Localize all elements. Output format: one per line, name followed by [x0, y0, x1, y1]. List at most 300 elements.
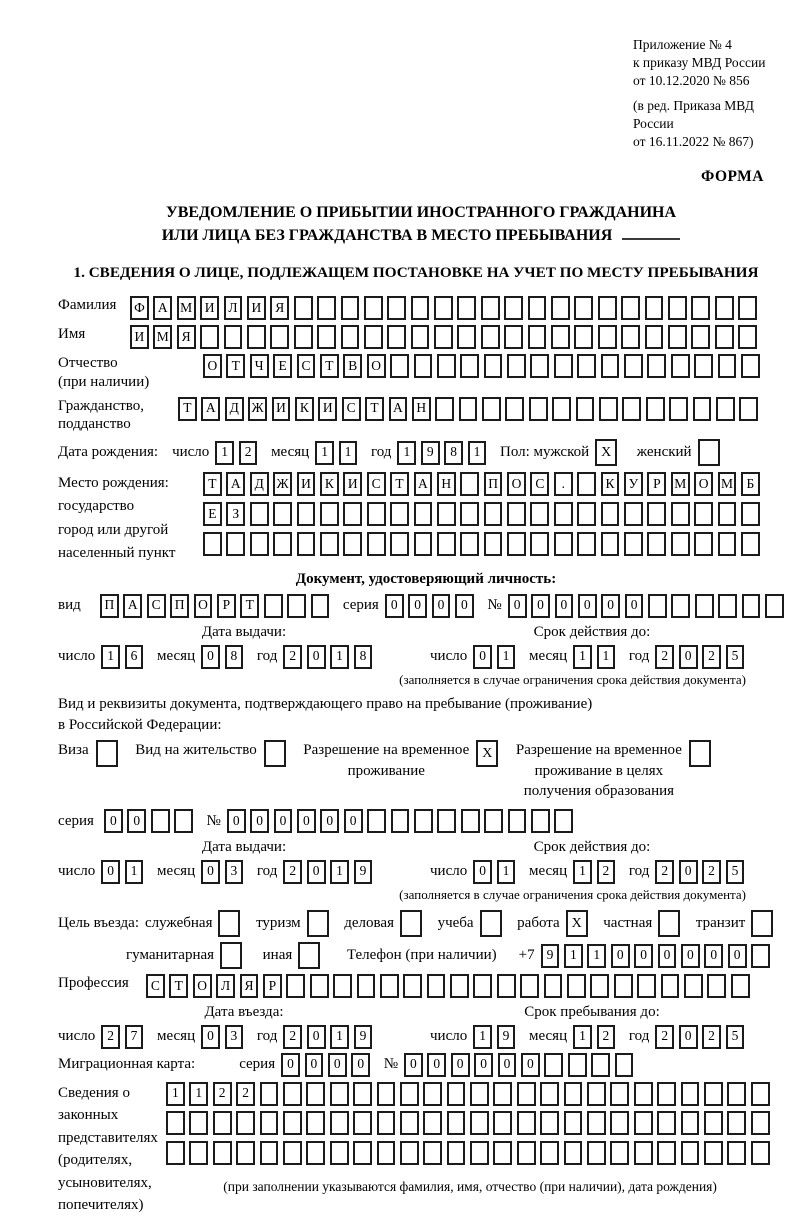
empty-cell[interactable]	[482, 397, 501, 421]
empty-cell[interactable]	[718, 532, 737, 556]
empty-cell[interactable]	[647, 532, 666, 556]
empty-cell[interactable]	[671, 594, 690, 618]
char-cell[interactable]: 2	[702, 645, 721, 669]
empty-cell[interactable]	[564, 1082, 583, 1106]
empty-cell[interactable]	[751, 1082, 770, 1106]
char-cell[interactable]: 2	[283, 860, 302, 884]
empty-cell[interactable]	[306, 1141, 325, 1165]
char-cell[interactable]: Д	[225, 397, 244, 421]
char-cell[interactable]: П	[170, 594, 189, 618]
char-cell[interactable]: А	[389, 397, 408, 421]
char-cell[interactable]: 5	[726, 645, 745, 669]
official-checkbox[interactable]	[218, 910, 245, 937]
empty-cell[interactable]	[742, 594, 761, 618]
char-cell[interactable]: 1	[573, 1025, 592, 1049]
empty-cell[interactable]	[470, 1111, 489, 1135]
char-cell[interactable]: 2	[702, 860, 721, 884]
char-cell[interactable]: 1	[166, 1082, 185, 1106]
empty-cell[interactable]	[741, 502, 760, 526]
stay-day-field[interactable]	[473, 1025, 520, 1049]
empty-cell[interactable]	[577, 354, 596, 378]
checkbox-cell[interactable]	[218, 910, 240, 937]
empty-cell[interactable]	[564, 1141, 583, 1165]
char-cell[interactable]: 1	[339, 441, 358, 465]
empty-cell[interactable]	[203, 532, 222, 556]
char-cell[interactable]: 8	[225, 645, 244, 669]
char-cell[interactable]: 0	[427, 1053, 446, 1077]
empty-cell[interactable]	[517, 1111, 536, 1135]
empty-cell[interactable]	[530, 502, 549, 526]
empty-cell[interactable]	[174, 809, 193, 833]
humanitarian-checkbox[interactable]	[220, 942, 247, 969]
empty-cell[interactable]	[330, 1141, 349, 1165]
empty-cell[interactable]	[657, 1111, 676, 1135]
char-cell[interactable]: О	[507, 472, 526, 496]
char-cell[interactable]: 0	[625, 594, 644, 618]
empty-cell[interactable]	[621, 296, 640, 320]
char-cell[interactable]: 0	[201, 645, 220, 669]
empty-cell[interactable]	[493, 1141, 512, 1165]
char-cell[interactable]: 0	[432, 594, 451, 618]
empty-cell[interactable]	[614, 974, 633, 998]
empty-cell[interactable]	[247, 325, 266, 349]
empty-cell[interactable]	[341, 296, 360, 320]
empty-cell[interactable]	[387, 325, 406, 349]
empty-cell[interactable]	[681, 1141, 700, 1165]
empty-cell[interactable]	[226, 532, 245, 556]
checkbox-cell[interactable]	[264, 740, 286, 767]
char-cell[interactable]: 0	[658, 944, 677, 968]
empty-cell[interactable]	[624, 502, 643, 526]
checkbox-cell[interactable]	[658, 910, 680, 937]
char-cell[interactable]: 0	[328, 1053, 347, 1077]
char-cell[interactable]: Т	[203, 472, 222, 496]
empty-cell[interactable]	[367, 809, 386, 833]
empty-cell[interactable]	[634, 1111, 653, 1135]
empty-cell[interactable]	[741, 354, 760, 378]
char-cell[interactable]: И	[343, 472, 362, 496]
empty-cell[interactable]	[283, 1111, 302, 1135]
empty-cell[interactable]	[568, 1053, 587, 1077]
other-checkbox[interactable]	[298, 942, 325, 969]
empty-cell[interactable]	[540, 1111, 559, 1135]
empty-cell[interactable]	[330, 1082, 349, 1106]
checkbox-cell[interactable]	[480, 910, 502, 937]
char-cell[interactable]: К	[601, 472, 620, 496]
empty-cell[interactable]	[236, 1111, 255, 1135]
char-cell[interactable]: 2	[702, 1025, 721, 1049]
checkbox-cell[interactable]: X	[595, 439, 617, 466]
empty-cell[interactable]	[434, 325, 453, 349]
empty-cell[interactable]	[341, 325, 360, 349]
empty-cell[interactable]	[435, 397, 454, 421]
empty-cell[interactable]	[551, 296, 570, 320]
empty-cell[interactable]	[390, 354, 409, 378]
char-cell[interactable]: А	[153, 296, 172, 320]
char-cell[interactable]: 0	[385, 594, 404, 618]
char-cell[interactable]: 6	[125, 645, 144, 669]
char-cell[interactable]: 0	[320, 809, 339, 833]
char-cell[interactable]: М	[153, 325, 172, 349]
char-cell[interactable]: И	[318, 397, 337, 421]
char-cell[interactable]: 9	[354, 1025, 373, 1049]
char-cell[interactable]: Ж	[273, 472, 292, 496]
char-cell[interactable]: С	[297, 354, 316, 378]
char-cell[interactable]: 1	[330, 1025, 349, 1049]
permit-series-field[interactable]	[104, 809, 198, 833]
empty-cell[interactable]	[320, 532, 339, 556]
id-valid-day-field[interactable]	[473, 645, 520, 669]
char-cell[interactable]: Я	[177, 325, 196, 349]
empty-cell[interactable]	[460, 472, 479, 496]
char-cell[interactable]: О	[203, 354, 222, 378]
char-cell[interactable]: Н	[412, 397, 431, 421]
char-cell[interactable]: Я	[270, 296, 289, 320]
char-cell[interactable]: А	[226, 472, 245, 496]
empty-cell[interactable]	[224, 325, 243, 349]
char-cell[interactable]: 0	[307, 860, 326, 884]
empty-cell[interactable]	[648, 594, 667, 618]
char-cell[interactable]: Т	[320, 354, 339, 378]
char-cell[interactable]: 1	[473, 1025, 492, 1049]
checkbox-cell[interactable]: X	[476, 740, 498, 767]
empty-cell[interactable]	[377, 1141, 396, 1165]
phone-field[interactable]	[541, 944, 775, 968]
empty-cell[interactable]	[577, 472, 596, 496]
empty-cell[interactable]	[645, 325, 664, 349]
empty-cell[interactable]	[715, 325, 734, 349]
permit-valid-month-field[interactable]	[573, 860, 620, 884]
empty-cell[interactable]	[390, 532, 409, 556]
permit-issue-month-field[interactable]	[201, 860, 248, 884]
char-cell[interactable]: 0	[601, 594, 620, 618]
empty-cell[interactable]	[540, 1141, 559, 1165]
char-cell[interactable]: 1	[564, 944, 583, 968]
empty-cell[interactable]	[704, 1141, 723, 1165]
empty-cell[interactable]	[520, 974, 539, 998]
empty-cell[interactable]	[283, 1141, 302, 1165]
char-cell[interactable]: 0	[250, 809, 269, 833]
empty-cell[interactable]	[330, 1111, 349, 1135]
char-cell[interactable]: 9	[354, 860, 373, 884]
char-cell[interactable]: 0	[307, 1025, 326, 1049]
empty-cell[interactable]	[411, 296, 430, 320]
char-cell[interactable]: 0	[679, 645, 698, 669]
stay-year-field[interactable]	[655, 1025, 749, 1049]
char-cell[interactable]: 0	[473, 645, 492, 669]
empty-cell[interactable]	[694, 354, 713, 378]
char-cell[interactable]: 2	[597, 860, 616, 884]
char-cell[interactable]: 0	[521, 1053, 540, 1077]
empty-cell[interactable]	[353, 1111, 372, 1135]
char-cell[interactable]: О	[694, 472, 713, 496]
empty-cell[interactable]	[727, 1141, 746, 1165]
empty-cell[interactable]	[450, 974, 469, 998]
char-cell[interactable]: Е	[273, 354, 292, 378]
char-cell[interactable]: 0	[274, 809, 293, 833]
transit-checkbox[interactable]	[751, 910, 778, 937]
empty-cell[interactable]	[694, 532, 713, 556]
empty-cell[interactable]	[621, 325, 640, 349]
permit-issue-day-field[interactable]	[101, 860, 148, 884]
empty-cell[interactable]	[287, 594, 306, 618]
empty-cell[interactable]	[270, 325, 289, 349]
char-cell[interactable]: 9	[421, 441, 440, 465]
char-cell[interactable]: 0	[297, 809, 316, 833]
empty-cell[interactable]	[470, 1141, 489, 1165]
empty-cell[interactable]	[306, 1082, 325, 1106]
empty-cell[interactable]	[601, 532, 620, 556]
char-cell[interactable]: С	[367, 472, 386, 496]
char-cell[interactable]: 2	[597, 1025, 616, 1049]
empty-cell[interactable]	[727, 1111, 746, 1135]
empty-cell[interactable]	[260, 1082, 279, 1106]
empty-cell[interactable]	[552, 397, 571, 421]
birth-year-field[interactable]	[397, 441, 491, 465]
empty-cell[interactable]	[484, 532, 503, 556]
char-cell[interactable]: 1	[397, 441, 416, 465]
empty-cell[interactable]	[493, 1111, 512, 1135]
char-cell[interactable]: Б	[741, 472, 760, 496]
empty-cell[interactable]	[647, 502, 666, 526]
empty-cell[interactable]	[657, 1082, 676, 1106]
empty-cell[interactable]	[459, 397, 478, 421]
empty-cell[interactable]	[306, 1111, 325, 1135]
empty-cell[interactable]	[567, 974, 586, 998]
char-cell[interactable]: 0	[473, 860, 492, 884]
checkbox-cell[interactable]	[751, 910, 773, 937]
empty-cell[interactable]	[380, 974, 399, 998]
empty-cell[interactable]	[610, 1111, 629, 1135]
empty-cell[interactable]	[718, 354, 737, 378]
empty-cell[interactable]	[317, 325, 336, 349]
empty-cell[interactable]	[587, 1082, 606, 1106]
empty-cell[interactable]	[530, 354, 549, 378]
empty-cell[interactable]	[741, 532, 760, 556]
empty-cell[interactable]	[738, 325, 757, 349]
empty-cell[interactable]	[481, 296, 500, 320]
empty-cell[interactable]	[286, 974, 305, 998]
checkbox-cell[interactable]	[400, 910, 422, 937]
empty-cell[interactable]	[668, 325, 687, 349]
birth-place-row2[interactable]	[203, 502, 764, 526]
char-cell[interactable]: 0	[455, 594, 474, 618]
empty-cell[interactable]	[484, 354, 503, 378]
empty-cell[interactable]	[622, 397, 641, 421]
empty-cell[interactable]	[691, 296, 710, 320]
birth-place-row3[interactable]	[203, 532, 764, 556]
char-cell[interactable]: О	[193, 974, 212, 998]
char-cell[interactable]: 0	[451, 1053, 470, 1077]
empty-cell[interactable]	[437, 502, 456, 526]
sex-male-checkbox[interactable]	[595, 439, 622, 466]
empty-cell[interactable]	[646, 397, 665, 421]
empty-cell[interactable]	[189, 1111, 208, 1135]
empty-cell[interactable]	[504, 325, 523, 349]
empty-cell[interactable]	[661, 974, 680, 998]
empty-cell[interactable]	[434, 296, 453, 320]
char-cell[interactable]: 9	[497, 1025, 516, 1049]
birth-month-field[interactable]	[315, 441, 362, 465]
char-cell[interactable]: В	[343, 354, 362, 378]
empty-cell[interactable]	[403, 974, 422, 998]
char-cell[interactable]: Н	[437, 472, 456, 496]
char-cell[interactable]: 0	[101, 860, 120, 884]
char-cell[interactable]: 0	[227, 809, 246, 833]
checkbox-cell[interactable]	[307, 910, 329, 937]
char-cell[interactable]: Л	[216, 974, 235, 998]
char-cell[interactable]: Р	[263, 974, 282, 998]
empty-cell[interactable]	[564, 1111, 583, 1135]
empty-cell[interactable]	[353, 1082, 372, 1106]
empty-cell[interactable]	[587, 1111, 606, 1135]
char-cell[interactable]: 3	[225, 1025, 244, 1049]
char-cell[interactable]: 1	[497, 645, 516, 669]
checkbox-cell[interactable]	[698, 439, 720, 466]
work-checkbox[interactable]	[566, 910, 593, 937]
char-cell[interactable]: Е	[203, 502, 222, 526]
char-cell[interactable]: Я	[240, 974, 259, 998]
char-cell[interactable]: 1	[468, 441, 487, 465]
checkbox-cell[interactable]	[96, 740, 118, 767]
empty-cell[interactable]	[297, 502, 316, 526]
char-cell[interactable]: 2	[283, 645, 302, 669]
id-issue-year-field[interactable]	[283, 645, 377, 669]
empty-cell[interactable]	[645, 296, 664, 320]
empty-cell[interactable]	[624, 532, 643, 556]
entry-year-field[interactable]	[283, 1025, 377, 1049]
empty-cell[interactable]	[718, 502, 737, 526]
char-cell[interactable]: К	[320, 472, 339, 496]
empty-cell[interactable]	[517, 1141, 536, 1165]
empty-cell[interactable]	[624, 354, 643, 378]
legal-rep-row2[interactable]	[166, 1111, 774, 1135]
entry-month-field[interactable]	[201, 1025, 248, 1049]
char-cell[interactable]: Ч	[250, 354, 269, 378]
char-cell[interactable]: 0	[508, 594, 527, 618]
empty-cell[interactable]	[695, 594, 714, 618]
id-issue-month-field[interactable]	[201, 645, 248, 669]
temp-permit-checkbox[interactable]	[476, 740, 503, 767]
empty-cell[interactable]	[531, 809, 550, 833]
empty-cell[interactable]	[544, 974, 563, 998]
empty-cell[interactable]	[367, 502, 386, 526]
empty-cell[interactable]	[590, 974, 609, 998]
study-checkbox[interactable]	[480, 910, 507, 937]
patronymic-field[interactable]	[203, 354, 764, 378]
empty-cell[interactable]	[505, 397, 524, 421]
empty-cell[interactable]	[576, 397, 595, 421]
citizenship-field[interactable]	[178, 397, 763, 421]
empty-cell[interactable]	[610, 1082, 629, 1106]
empty-cell[interactable]	[391, 809, 410, 833]
empty-cell[interactable]	[264, 594, 283, 618]
char-cell[interactable]: П	[484, 472, 503, 496]
empty-cell[interactable]	[751, 1111, 770, 1135]
tourism-checkbox[interactable]	[307, 910, 334, 937]
char-cell[interactable]: 0	[498, 1053, 517, 1077]
char-cell[interactable]: 2	[101, 1025, 120, 1049]
empty-cell[interactable]	[423, 1141, 442, 1165]
char-cell[interactable]: 1	[587, 944, 606, 968]
char-cell[interactable]: 2	[655, 860, 674, 884]
empty-cell[interactable]	[400, 1141, 419, 1165]
empty-cell[interactable]	[694, 502, 713, 526]
empty-cell[interactable]	[460, 532, 479, 556]
char-cell[interactable]: 1	[315, 441, 334, 465]
char-cell[interactable]: Ф	[130, 296, 149, 320]
migration-card-number-field[interactable]	[404, 1053, 638, 1077]
char-cell[interactable]: 1	[101, 645, 120, 669]
empty-cell[interactable]	[484, 809, 503, 833]
empty-cell[interactable]	[484, 502, 503, 526]
empty-cell[interactable]	[544, 1053, 563, 1077]
char-cell[interactable]: 5	[726, 1025, 745, 1049]
char-cell[interactable]: 2	[239, 441, 258, 465]
empty-cell[interactable]	[497, 974, 516, 998]
empty-cell[interactable]	[390, 502, 409, 526]
char-cell[interactable]: 0	[104, 809, 123, 833]
empty-cell[interactable]	[333, 974, 352, 998]
char-cell[interactable]: Д	[250, 472, 269, 496]
empty-cell[interactable]	[634, 1082, 653, 1106]
empty-cell[interactable]	[400, 1082, 419, 1106]
char-cell[interactable]: 0	[404, 1053, 423, 1077]
empty-cell[interactable]	[671, 502, 690, 526]
empty-cell[interactable]	[704, 1111, 723, 1135]
empty-cell[interactable]	[343, 532, 362, 556]
char-cell[interactable]: Л	[224, 296, 243, 320]
char-cell[interactable]: 9	[541, 944, 560, 968]
empty-cell[interactable]	[504, 296, 523, 320]
empty-cell[interactable]	[357, 974, 376, 998]
char-cell[interactable]: М	[671, 472, 690, 496]
char-cell[interactable]: 8	[354, 645, 373, 669]
empty-cell[interactable]	[507, 532, 526, 556]
empty-cell[interactable]	[200, 325, 219, 349]
char-cell[interactable]: 7	[125, 1025, 144, 1049]
char-cell[interactable]: Р	[217, 594, 236, 618]
char-cell[interactable]: 0	[307, 645, 326, 669]
empty-cell[interactable]	[601, 354, 620, 378]
empty-cell[interactable]	[598, 325, 617, 349]
empty-cell[interactable]	[707, 974, 726, 998]
stay-month-field[interactable]	[573, 1025, 620, 1049]
empty-cell[interactable]	[260, 1111, 279, 1135]
birth-place-row1[interactable]	[203, 472, 764, 496]
empty-cell[interactable]	[493, 1082, 512, 1106]
empty-cell[interactable]	[297, 532, 316, 556]
char-cell[interactable]: 1	[215, 441, 234, 465]
char-cell[interactable]: 1	[330, 645, 349, 669]
profession-field[interactable]	[146, 974, 754, 998]
empty-cell[interactable]	[377, 1082, 396, 1106]
empty-cell[interactable]	[751, 944, 770, 968]
char-cell[interactable]: 0	[351, 1053, 370, 1077]
char-cell[interactable]: 0	[679, 860, 698, 884]
empty-cell[interactable]	[166, 1141, 185, 1165]
empty-cell[interactable]	[540, 1082, 559, 1106]
char-cell[interactable]: Т	[365, 397, 384, 421]
empty-cell[interactable]	[657, 1141, 676, 1165]
char-cell[interactable]: С	[147, 594, 166, 618]
empty-cell[interactable]	[668, 296, 687, 320]
empty-cell[interactable]	[260, 1141, 279, 1165]
char-cell[interactable]: 0	[611, 944, 630, 968]
char-cell[interactable]: 0	[474, 1053, 493, 1077]
checkbox-cell[interactable]	[689, 740, 711, 767]
empty-cell[interactable]	[599, 397, 618, 421]
